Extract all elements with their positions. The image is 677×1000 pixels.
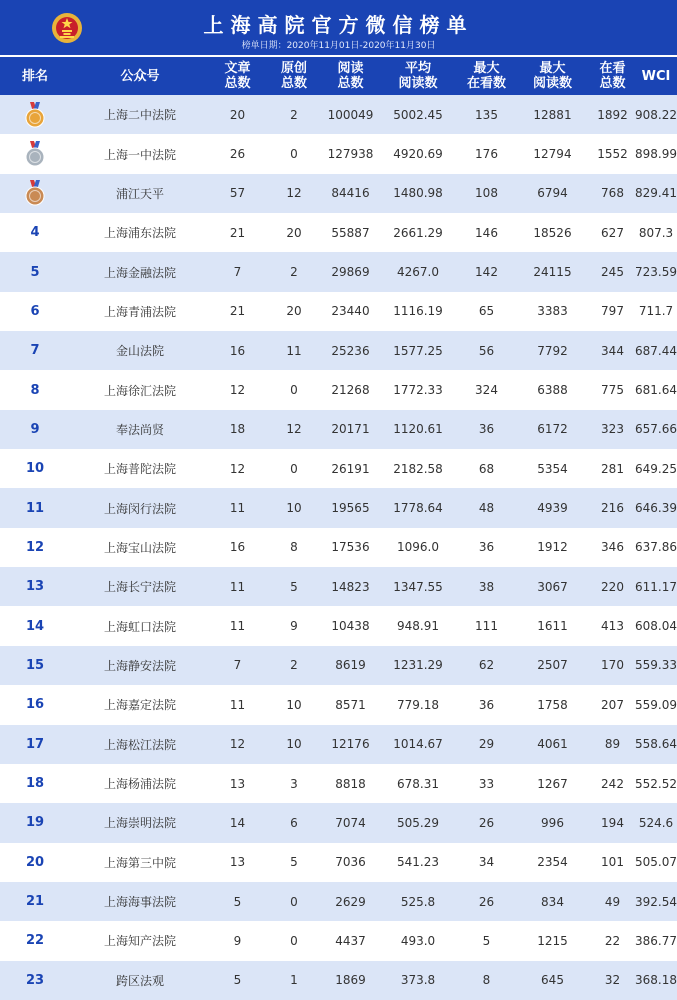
rank-cell: 15: [25, 657, 45, 673]
column-header: [458, 57, 515, 95]
table-row: [0, 292, 677, 331]
wci-score: 829.41: [635, 186, 677, 201]
column-header: [70, 57, 210, 95]
column-header-label: 总数: [280, 76, 307, 91]
average-reads: 1116.19: [393, 304, 443, 319]
average-reads: 541.23: [397, 855, 439, 870]
max-reads: 5354: [537, 461, 568, 476]
max-likes: 324: [475, 383, 498, 398]
original-count: 5: [290, 855, 298, 870]
original-count: 6: [290, 815, 298, 830]
original-count: 20: [286, 225, 302, 240]
column-header-label: 文章: [224, 61, 251, 76]
average-reads: 948.91: [397, 619, 439, 634]
wci-score: 552.52: [635, 776, 677, 791]
total-reads: 19565: [331, 501, 370, 516]
rank-cell: 22: [25, 933, 45, 949]
total-likes: 101: [601, 855, 624, 870]
wci-score: 898.99: [635, 147, 677, 162]
total-reads: 12176: [331, 737, 370, 752]
column-header: [635, 57, 677, 95]
total-reads: 14823: [331, 579, 370, 594]
total-likes: 281: [601, 461, 624, 476]
original-count: 12: [286, 186, 302, 201]
average-reads: 5002.45: [393, 107, 443, 122]
total-reads: 1869: [335, 973, 366, 988]
table-row: [0, 646, 677, 685]
article-count: 21: [229, 304, 246, 319]
original-count: 12: [286, 422, 302, 437]
average-reads: 493.0: [400, 933, 436, 948]
max-likes: 65: [478, 304, 495, 319]
max-likes: 62: [478, 658, 495, 673]
ranking-table: [0, 57, 677, 1000]
table-row: [0, 961, 677, 1000]
article-count: 11: [229, 579, 246, 594]
column-header: [323, 57, 378, 95]
total-likes: 242: [601, 776, 624, 791]
total-reads: 84416: [331, 186, 370, 201]
original-count: 2: [290, 265, 298, 280]
max-likes: 33: [478, 776, 495, 791]
total-likes: 346: [601, 540, 624, 555]
original-count: 2: [290, 107, 298, 122]
total-likes: 32: [604, 973, 621, 988]
article-count: 13: [229, 855, 246, 870]
average-reads: 4267.0: [397, 265, 439, 280]
max-likes: 36: [478, 697, 495, 712]
article-count: 12: [229, 383, 246, 398]
max-reads: 7792: [537, 343, 568, 358]
article-count: 11: [229, 619, 246, 634]
article-count: 57: [229, 186, 246, 201]
bronze-medal-icon: [21, 179, 49, 207]
average-reads: 525.8: [400, 894, 436, 909]
article-count: 9: [233, 933, 242, 948]
max-likes: 36: [478, 540, 495, 555]
article-count: 26: [229, 147, 246, 162]
rank-cell: 20: [25, 854, 45, 870]
wci-score: 386.77: [635, 933, 677, 948]
rank-cell: 11: [25, 500, 45, 516]
account-name: 上海徐汇法院: [103, 383, 176, 398]
article-count: 5: [233, 894, 242, 909]
rank-cell: [0, 134, 70, 173]
table-row: [0, 843, 677, 882]
column-header: [590, 57, 635, 95]
wci-score: 559.33: [635, 658, 677, 673]
table-row: [0, 134, 677, 173]
table-row: [0, 606, 677, 645]
table-row: [0, 95, 677, 134]
original-count: 11: [286, 343, 302, 358]
max-likes: 56: [478, 343, 495, 358]
average-reads: 1778.64: [393, 501, 443, 516]
account-name: 浦江天平: [115, 186, 164, 201]
account-name: 上海虹口法院: [103, 619, 176, 634]
account-name: 上海海事法院: [103, 895, 176, 910]
total-reads: 2629: [335, 894, 366, 909]
rank-cell: 12: [25, 539, 45, 555]
max-likes: 38: [478, 579, 495, 594]
max-likes: 26: [478, 815, 495, 830]
column-header: [210, 57, 265, 95]
article-count: 11: [229, 697, 246, 712]
max-likes: 36: [478, 422, 495, 437]
total-reads: 100049: [327, 107, 374, 122]
total-reads: 21268: [331, 383, 370, 398]
original-count: 0: [290, 383, 298, 398]
wci-score: 392.54: [635, 894, 677, 909]
account-name: 上海金融法院: [103, 265, 176, 280]
original-count: 8: [290, 540, 298, 555]
article-count: 11: [229, 501, 246, 516]
table-row: [0, 764, 677, 803]
column-header: [265, 57, 323, 95]
article-count: 7: [233, 658, 242, 673]
account-name: 跨区法观: [115, 973, 164, 988]
max-likes: 34: [478, 855, 495, 870]
date-range: 榜单日期：2020年11月01日-2020年11月30日: [241, 41, 436, 51]
average-reads: 1014.67: [393, 737, 443, 752]
total-reads: 26191: [331, 461, 370, 476]
average-reads: 1096.0: [397, 540, 439, 555]
total-likes: 22: [604, 933, 621, 948]
max-likes: 68: [478, 461, 495, 476]
max-reads: 12881: [533, 107, 572, 122]
rank-cell: 8: [30, 382, 40, 398]
wci-score: 657.66: [635, 422, 677, 437]
column-header-label: 阅读数: [532, 76, 572, 91]
wci-score: 687.44: [635, 343, 677, 358]
max-reads: 3067: [537, 579, 568, 594]
account-name: 上海杨浦法院: [103, 777, 176, 792]
max-reads: 2354: [537, 855, 568, 870]
account-name: 上海宝山法院: [103, 540, 176, 555]
max-reads: 12794: [533, 147, 572, 162]
rank-cell: 9: [30, 421, 40, 437]
wci-score: 558.64: [635, 737, 677, 752]
wci-score: 524.6: [638, 815, 674, 830]
rank-cell: 17: [25, 736, 45, 752]
column-header-label: 总数: [224, 76, 251, 91]
max-reads: 1758: [537, 697, 568, 712]
rank-cell: 18: [25, 776, 45, 792]
max-reads: 834: [541, 894, 564, 909]
wci-score: 559.09: [635, 697, 677, 712]
max-reads: 4939: [537, 501, 568, 516]
table-row: [0, 921, 677, 960]
page-title: 上海高院官方微信榜单: [203, 13, 474, 37]
account-name: 上海松江法院: [103, 737, 176, 752]
max-likes: 142: [475, 265, 498, 280]
account-name: 金山法院: [115, 344, 164, 359]
total-likes: 1552: [597, 147, 628, 162]
wci-score: 807.3: [638, 225, 674, 240]
rank-cell: 7: [30, 343, 40, 359]
account-name: 上海知产法院: [103, 934, 176, 949]
table-row: [0, 449, 677, 488]
wci-score: 611.17: [635, 579, 677, 594]
average-reads: 1480.98: [393, 186, 443, 201]
column-header-label: 平均: [404, 61, 431, 76]
total-reads: 7074: [335, 815, 366, 830]
rank-cell: 19: [25, 815, 45, 831]
total-likes: 220: [601, 579, 624, 594]
column-header-label: WCI: [641, 68, 671, 84]
wci-score: 646.39: [635, 501, 677, 516]
max-reads: 996: [541, 815, 564, 830]
total-likes: 194: [601, 815, 624, 830]
average-reads: 1772.33: [393, 383, 443, 398]
max-likes: 108: [475, 186, 498, 201]
table-row: [0, 370, 677, 409]
total-reads: 17536: [331, 540, 370, 555]
max-likes: 29: [478, 737, 495, 752]
total-reads: 20171: [331, 422, 370, 437]
total-reads: 25236: [331, 343, 370, 358]
average-reads: 1347.55: [393, 579, 443, 594]
article-count: 12: [229, 737, 246, 752]
average-reads: 4920.69: [393, 147, 443, 162]
table-row: [0, 725, 677, 764]
wci-score: 505.07: [635, 855, 677, 870]
article-count: 14: [229, 815, 246, 830]
table-header-row: [0, 57, 677, 95]
average-reads: 505.29: [397, 815, 439, 830]
gold-medal-icon: [21, 101, 49, 129]
total-likes: 344: [601, 343, 624, 358]
account-name: 上海崇明法院: [103, 816, 176, 831]
rank-cell: 5: [30, 264, 40, 280]
rank-cell: 6: [30, 303, 40, 319]
title-bar: [0, 0, 677, 57]
account-name: 上海青浦法院: [103, 304, 176, 319]
average-reads: 1120.61: [393, 422, 443, 437]
account-name: 上海嘉定法院: [103, 698, 176, 713]
column-header-label: 阅读数: [398, 76, 438, 91]
total-likes: 413: [601, 619, 624, 634]
account-name: 上海长宁法院: [103, 580, 176, 595]
article-count: 20: [229, 107, 246, 122]
max-likes: 8: [482, 973, 491, 988]
table-row: [0, 331, 677, 370]
average-reads: 2661.29: [393, 225, 443, 240]
table-row: [0, 410, 677, 449]
total-likes: 89: [604, 737, 621, 752]
column-header: [0, 57, 70, 95]
wci-score: 637.86: [635, 540, 677, 555]
max-reads: 6794: [537, 186, 568, 201]
rank-cell: [0, 95, 70, 134]
article-count: 21: [229, 225, 246, 240]
total-reads: 7036: [335, 855, 366, 870]
wci-score: 711.7: [638, 304, 674, 319]
account-name: 上海静安法院: [103, 658, 176, 673]
max-likes: 48: [478, 501, 495, 516]
max-reads: 3383: [537, 304, 568, 319]
rank-cell: [0, 174, 70, 213]
total-reads: 55887: [331, 225, 370, 240]
original-count: 0: [290, 147, 298, 162]
original-count: 3: [290, 776, 298, 791]
account-name: 上海一中法院: [103, 147, 176, 162]
table-row: [0, 528, 677, 567]
original-count: 10: [286, 697, 302, 712]
total-likes: 207: [601, 697, 624, 712]
article-count: 5: [233, 973, 242, 988]
total-reads: 8818: [335, 776, 366, 791]
rank-cell: 13: [25, 579, 45, 595]
max-likes: 135: [475, 107, 498, 122]
rank-cell: 14: [25, 618, 45, 634]
max-reads: 6172: [537, 422, 568, 437]
total-reads: 4437: [335, 933, 366, 948]
total-reads: 127938: [327, 147, 374, 162]
rank-cell: 21: [25, 894, 45, 910]
max-reads: 4061: [537, 737, 568, 752]
max-likes: 111: [475, 619, 498, 634]
max-reads: 1267: [537, 776, 568, 791]
total-reads: 23440: [331, 304, 370, 319]
original-count: 9: [290, 619, 298, 634]
max-reads: 645: [541, 973, 564, 988]
original-count: 10: [286, 737, 302, 752]
article-count: 13: [229, 776, 246, 791]
article-count: 16: [229, 343, 246, 358]
original-count: 5: [290, 579, 298, 594]
table-body: [0, 95, 677, 1000]
table-row: [0, 567, 677, 606]
total-likes: 775: [601, 383, 624, 398]
total-reads: 29869: [331, 265, 370, 280]
total-reads: 8619: [335, 658, 366, 673]
original-count: 0: [290, 894, 298, 909]
table-row: [0, 685, 677, 724]
total-reads: 8571: [335, 697, 366, 712]
account-name: 上海第三中院: [103, 855, 176, 870]
column-header: [515, 57, 590, 95]
rank-cell: 10: [25, 461, 45, 477]
total-likes: 170: [601, 658, 624, 673]
max-reads: 1611: [537, 619, 568, 634]
rank-cell: 4: [30, 225, 40, 241]
max-reads: 1912: [537, 540, 568, 555]
original-count: 0: [290, 933, 298, 948]
max-reads: 2507: [537, 658, 568, 673]
max-reads: 6388: [537, 383, 568, 398]
original-count: 1: [290, 973, 298, 988]
wci-score: 649.25: [635, 461, 677, 476]
column-header: [378, 57, 458, 95]
wci-score: 608.04: [635, 619, 677, 634]
max-likes: 176: [475, 147, 498, 162]
max-reads: 1215: [537, 933, 568, 948]
original-count: 0: [290, 461, 298, 476]
total-likes: 797: [601, 304, 624, 319]
wci-score: 368.18: [635, 973, 677, 988]
max-likes: 26: [478, 894, 495, 909]
column-header-label: 最大: [473, 61, 500, 76]
table-row: [0, 882, 677, 921]
column-header-label: 原创: [280, 61, 307, 76]
total-likes: 627: [601, 225, 624, 240]
average-reads: 373.8: [400, 973, 436, 988]
article-count: 12: [229, 461, 246, 476]
average-reads: 1577.25: [393, 343, 443, 358]
column-header-label: 总数: [599, 76, 626, 91]
table-row: [0, 213, 677, 252]
total-likes: 1892: [597, 107, 628, 122]
column-header-label: 在看数: [466, 76, 506, 91]
max-reads: 18526: [533, 225, 572, 240]
average-reads: 1231.29: [393, 658, 443, 673]
column-header-label: 最大: [539, 61, 566, 76]
wci-score: 681.64: [635, 383, 677, 398]
column-header-label: 总数: [337, 76, 364, 91]
average-reads: 678.31: [397, 776, 439, 791]
total-likes: 245: [601, 265, 624, 280]
account-name: 上海浦东法院: [103, 226, 176, 241]
account-name: 上海二中法院: [103, 108, 176, 123]
max-reads: 24115: [533, 265, 572, 280]
article-count: 18: [229, 422, 246, 437]
wci-score: 908.22: [635, 107, 677, 122]
total-likes: 216: [601, 501, 624, 516]
column-header-label: 公众号: [120, 68, 160, 84]
account-name: 奉法尚贤: [115, 422, 164, 437]
original-count: 10: [286, 501, 302, 516]
article-count: 7: [233, 265, 242, 280]
table-row: [0, 803, 677, 842]
table-row: [0, 488, 677, 527]
average-reads: 779.18: [397, 697, 439, 712]
article-count: 16: [229, 540, 246, 555]
rank-cell: 23: [25, 972, 45, 988]
silver-medal-icon: [21, 140, 49, 168]
wci-score: 723.59: [635, 265, 677, 280]
original-count: 2: [290, 658, 298, 673]
average-reads: 2182.58: [393, 461, 443, 476]
account-name: 上海普陀法院: [103, 462, 176, 477]
total-likes: 323: [601, 422, 624, 437]
account-name: 上海闵行法院: [103, 501, 176, 516]
column-header-label: 在看: [599, 61, 626, 76]
column-header-label: 排名: [21, 68, 48, 84]
total-likes: 768: [601, 186, 624, 201]
original-count: 20: [286, 304, 302, 319]
column-header-label: 阅读: [337, 61, 364, 76]
table-row: [0, 252, 677, 291]
total-likes: 49: [604, 894, 621, 909]
table-row: [0, 174, 677, 213]
total-reads: 10438: [331, 619, 370, 634]
max-likes: 146: [475, 225, 498, 240]
max-likes: 5: [482, 933, 491, 948]
rank-cell: 16: [25, 697, 45, 713]
